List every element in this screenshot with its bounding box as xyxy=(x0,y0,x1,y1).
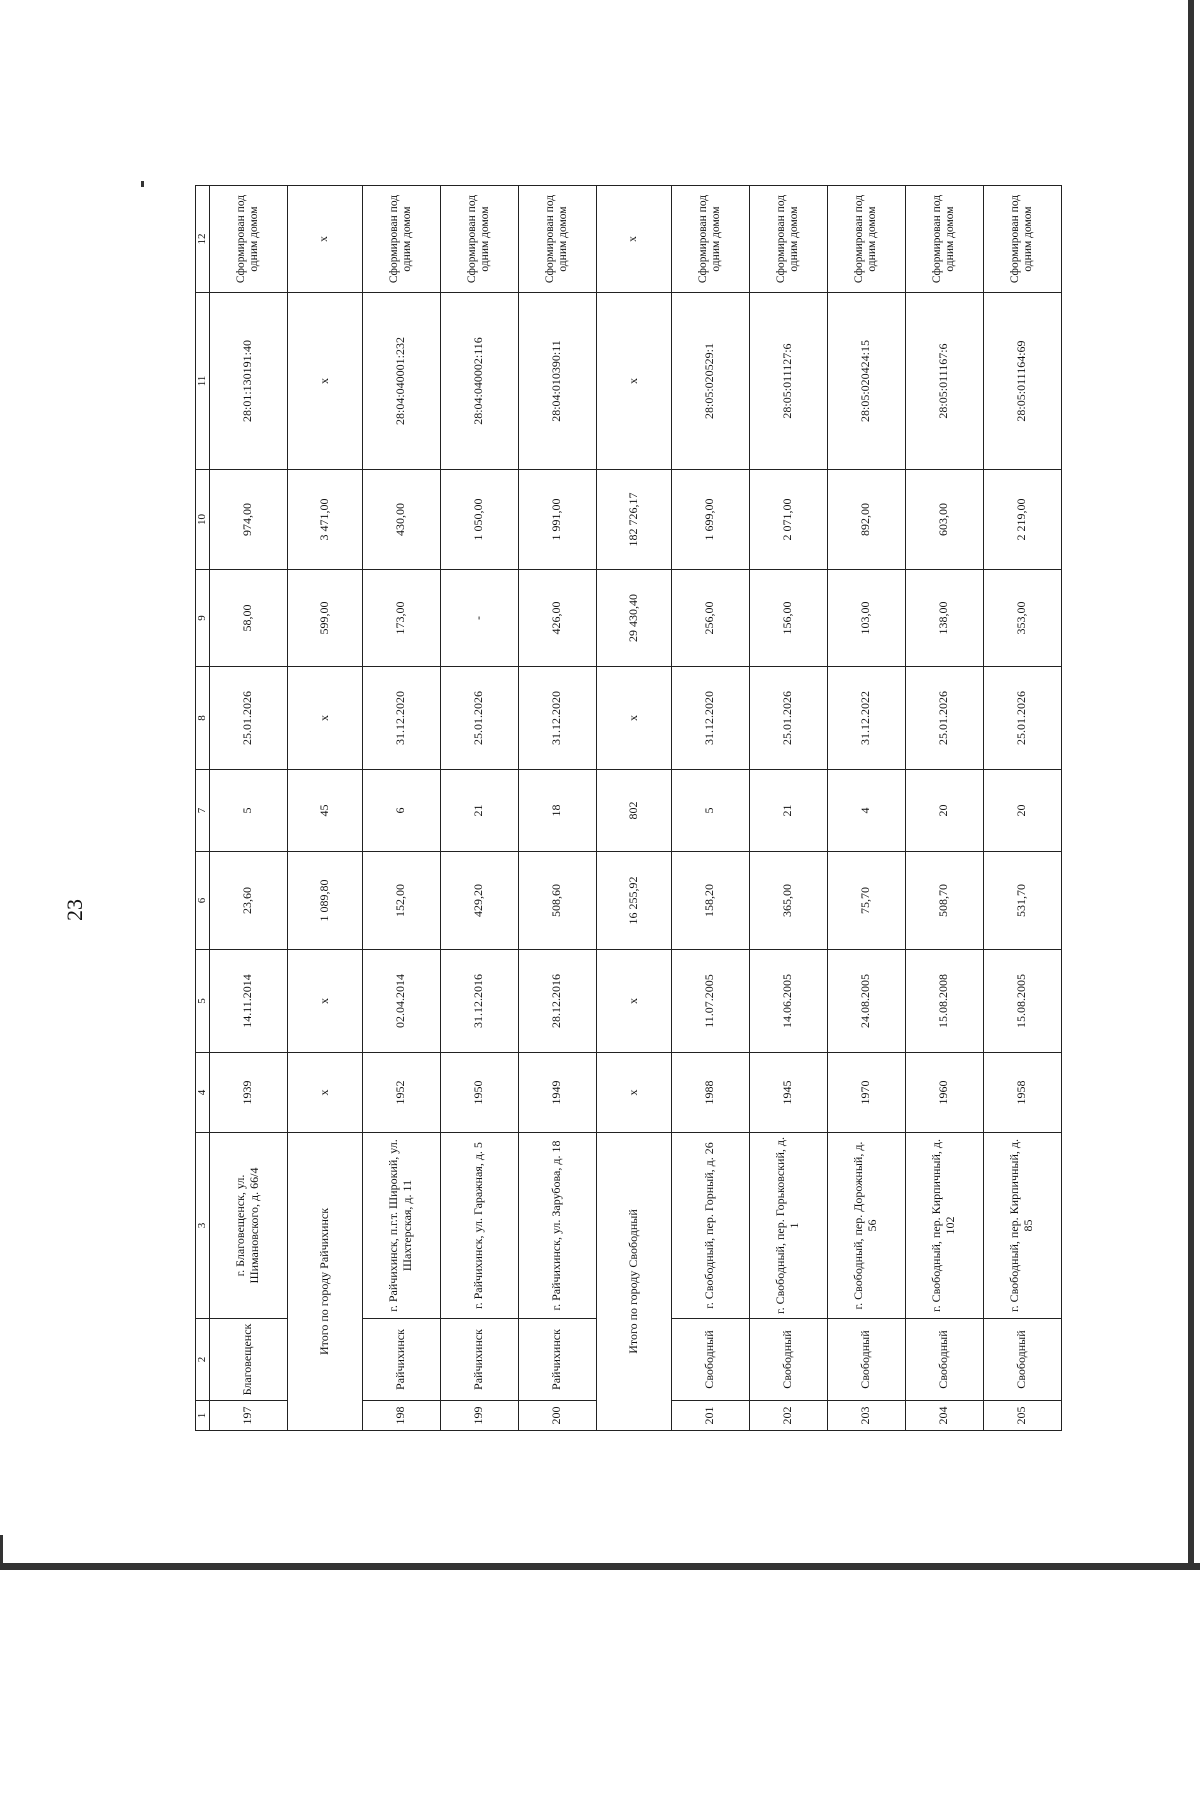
cell-col-8: 25.01.2026 xyxy=(905,667,983,770)
table-row xyxy=(905,186,983,1431)
cell-col-5: x xyxy=(287,950,362,1053)
city-cell: Свободный xyxy=(749,1319,827,1401)
cell-col-10: 974,00 xyxy=(209,470,287,570)
cell-col-8: x xyxy=(596,667,671,770)
subtotal-row xyxy=(287,186,362,1431)
city-cell: Благовещенск xyxy=(209,1319,287,1401)
page-number: 23 xyxy=(62,899,87,921)
column-number-row xyxy=(196,186,210,1431)
cell-col-10: 892,00 xyxy=(827,470,905,570)
col-header-10: 10 xyxy=(196,470,210,570)
cell-col-11: 28:05:011167:6 xyxy=(905,293,983,470)
cell-col-10: 430,00 xyxy=(362,470,440,570)
cell-col-8: 25.01.2026 xyxy=(983,667,1061,770)
cell-col-12: Сформирован под одним домом xyxy=(983,186,1061,293)
address-cell: г. Райчихинск, п.г.т. Широкий, ул. Шахтерская, д. 11 xyxy=(362,1133,440,1319)
cell-col-8: 25.01.2026 xyxy=(749,667,827,770)
housing-table xyxy=(195,185,1062,1431)
cell-col-10: 2 219,00 xyxy=(983,470,1061,570)
row-number: 205 xyxy=(983,1401,1061,1431)
table-row xyxy=(671,186,749,1431)
col-header-2: 2 xyxy=(196,1319,210,1401)
cell-col-11: 28:04:040002:116 xyxy=(440,293,518,470)
cell-col-5: 14.11.2014 xyxy=(209,950,287,1053)
city-cell: Свободный xyxy=(983,1319,1061,1401)
address-cell: г. Свободный, пер. Горьковский, д. 1 xyxy=(749,1133,827,1319)
row-number: 202 xyxy=(749,1401,827,1431)
cell-col-11: 28:05:011164:69 xyxy=(983,293,1061,470)
subtotal-row xyxy=(596,186,671,1431)
cell-col-4: 1939 xyxy=(209,1053,287,1133)
cell-col-8: 25.01.2026 xyxy=(440,667,518,770)
cell-col-6: 23,60 xyxy=(209,852,287,950)
cell-col-9: 138,00 xyxy=(905,570,983,667)
cell-col-7: 5 xyxy=(671,770,749,852)
row-number: 198 xyxy=(362,1401,440,1431)
table-container xyxy=(195,185,1062,1431)
cell-col-9: 29 430,40 xyxy=(596,570,671,667)
table-row xyxy=(518,186,596,1431)
table-row xyxy=(362,186,440,1431)
cell-col-9: 103,00 xyxy=(827,570,905,667)
address-cell: г. Райчихинск, ул. Зарубова, д. 18 xyxy=(518,1133,596,1319)
cell-col-11: 28:05:020529:1 xyxy=(671,293,749,470)
cell-col-12: Сформирован под одним домом xyxy=(749,186,827,293)
cell-col-6: 508,70 xyxy=(905,852,983,950)
cell-col-11: x xyxy=(596,293,671,470)
cell-col-7: 45 xyxy=(287,770,362,852)
cell-col-4: 1970 xyxy=(827,1053,905,1133)
city-cell: Райчихинск xyxy=(518,1319,596,1401)
cell-col-4: 1945 xyxy=(749,1053,827,1133)
cell-col-5: 28.12.2016 xyxy=(518,950,596,1053)
cell-col-12: Сформирован под одним домом xyxy=(905,186,983,293)
cell-col-6: 531,70 xyxy=(983,852,1061,950)
row-number: 197 xyxy=(209,1401,287,1431)
cell-col-5: 15.08.2008 xyxy=(905,950,983,1053)
col-header-9: 9 xyxy=(196,570,210,667)
table-row xyxy=(209,186,287,1431)
cell-col-9: 58,00 xyxy=(209,570,287,667)
address-cell: г. Благовещенск, ул. Шимановского, д. 66/4 xyxy=(209,1133,287,1319)
col-header-5: 5 xyxy=(196,950,210,1053)
cell-col-7: 5 xyxy=(209,770,287,852)
cell-col-10: 1 050,00 xyxy=(440,470,518,570)
row-number: 199 xyxy=(440,1401,518,1431)
cell-col-6: 1 089,80 xyxy=(287,852,362,950)
cell-col-12: Сформирован под одним домом xyxy=(362,186,440,293)
cell-col-8: 25.01.2026 xyxy=(209,667,287,770)
cell-col-4: 1952 xyxy=(362,1053,440,1133)
col-header-7: 7 xyxy=(196,770,210,852)
cell-col-4: x xyxy=(287,1053,362,1133)
cell-col-7: 18 xyxy=(518,770,596,852)
subtotal-label: Итого по городу Райчихинск xyxy=(287,1133,362,1431)
cell-col-9: 173,00 xyxy=(362,570,440,667)
cell-col-12: Сформирован под одним домом xyxy=(671,186,749,293)
cell-col-12: x xyxy=(287,186,362,293)
cell-col-11: 28:04:040001:232 xyxy=(362,293,440,470)
col-header-6: 6 xyxy=(196,852,210,950)
cell-col-7: 20 xyxy=(905,770,983,852)
table-row xyxy=(440,186,518,1431)
cell-col-12: Сформирован под одним домом xyxy=(827,186,905,293)
cell-col-9: 156,00 xyxy=(749,570,827,667)
cell-col-12: Сформирован под одним домом xyxy=(209,186,287,293)
cell-col-10: 603,00 xyxy=(905,470,983,570)
row-number: 201 xyxy=(671,1401,749,1431)
address-cell: г. Свободный, пер. Кирпичный, д. 85 xyxy=(983,1133,1061,1319)
cell-col-5: 11.07.2005 xyxy=(671,950,749,1053)
cell-col-8: 31.12.2020 xyxy=(362,667,440,770)
cell-col-6: 365,00 xyxy=(749,852,827,950)
cell-col-12: Сформирован под одним домом xyxy=(440,186,518,293)
cell-col-12: Сформирован под одним домом xyxy=(518,186,596,293)
cell-col-6: 75,70 xyxy=(827,852,905,950)
col-header-4: 4 xyxy=(196,1053,210,1133)
cell-col-6: 152,00 xyxy=(362,852,440,950)
scan-edge-right xyxy=(1188,0,1194,1570)
address-cell: г. Свободный, пер. Кирпичный, д. 102 xyxy=(905,1133,983,1319)
cell-col-9: 256,00 xyxy=(671,570,749,667)
subtotal-label: Итого по городу Свободный xyxy=(596,1133,671,1431)
city-cell: Свободный xyxy=(905,1319,983,1401)
cell-col-7: 4 xyxy=(827,770,905,852)
cell-col-11: 28:05:011127:6 xyxy=(749,293,827,470)
row-number: 200 xyxy=(518,1401,596,1431)
cell-col-4: x xyxy=(596,1053,671,1133)
cell-col-5: 24.08.2005 xyxy=(827,950,905,1053)
cell-col-10: 1 699,00 xyxy=(671,470,749,570)
cell-col-5: 14.06.2005 xyxy=(749,950,827,1053)
col-header-1: 1 xyxy=(196,1401,210,1431)
cell-col-5: x xyxy=(596,950,671,1053)
cell-col-11: 28:01:130191:40 xyxy=(209,293,287,470)
col-header-3: 3 xyxy=(196,1133,210,1319)
cell-col-8: x xyxy=(287,667,362,770)
address-cell: г. Свободный, пер. Горный, д. 26 xyxy=(671,1133,749,1319)
cell-col-6: 508,60 xyxy=(518,852,596,950)
cell-col-11: x xyxy=(287,293,362,470)
col-header-8: 8 xyxy=(196,667,210,770)
col-header-12: 12 xyxy=(196,186,210,293)
cell-col-9: 353,00 xyxy=(983,570,1061,667)
address-cell: г. Райчихинск, ул. Гаражная, д. 5 xyxy=(440,1133,518,1319)
cell-col-9: 426,00 xyxy=(518,570,596,667)
cell-col-7: 6 xyxy=(362,770,440,852)
cell-col-4: 1958 xyxy=(983,1053,1061,1133)
cell-col-10: 1 991,00 xyxy=(518,470,596,570)
cell-col-9: 599,00 xyxy=(287,570,362,667)
cell-col-6: 429,20 xyxy=(440,852,518,950)
table-row xyxy=(827,186,905,1431)
cell-col-5: 02.04.2014 xyxy=(362,950,440,1053)
city-cell: Свободный xyxy=(827,1319,905,1401)
cell-col-11: 28:05:020424:15 xyxy=(827,293,905,470)
city-cell: Райчихинск xyxy=(362,1319,440,1401)
cell-col-12: x xyxy=(596,186,671,293)
address-cell: г. Свободный, пер. Дорожный, д. 56 xyxy=(827,1133,905,1319)
blank-area xyxy=(0,1570,1200,1818)
cell-col-4: 1950 xyxy=(440,1053,518,1133)
scan-edge-bottom xyxy=(0,1563,1200,1570)
cell-col-6: 158,20 xyxy=(671,852,749,950)
table-row xyxy=(749,186,827,1431)
cell-col-11: 28:04:010390:11 xyxy=(518,293,596,470)
cell-col-4: 1960 xyxy=(905,1053,983,1133)
cell-col-7: 21 xyxy=(440,770,518,852)
cell-col-7: 802 xyxy=(596,770,671,852)
scan-speck xyxy=(141,181,144,187)
cell-col-10: 2 071,00 xyxy=(749,470,827,570)
city-cell: Свободный xyxy=(671,1319,749,1401)
city-cell: Райчихинск xyxy=(440,1319,518,1401)
cell-col-7: 20 xyxy=(983,770,1061,852)
table-row xyxy=(983,186,1061,1431)
cell-col-8: 31.12.2022 xyxy=(827,667,905,770)
scan-mark xyxy=(0,1535,3,1565)
cell-col-8: 31.12.2020 xyxy=(518,667,596,770)
cell-col-6: 16 255,92 xyxy=(596,852,671,950)
cell-col-8: 31.12.2020 xyxy=(671,667,749,770)
cell-col-4: 1988 xyxy=(671,1053,749,1133)
row-number: 203 xyxy=(827,1401,905,1431)
cell-col-4: 1949 xyxy=(518,1053,596,1133)
row-number: 204 xyxy=(905,1401,983,1431)
cell-col-10: 3 471,00 xyxy=(287,470,362,570)
cell-col-9: - xyxy=(440,570,518,667)
cell-col-5: 15.08.2005 xyxy=(983,950,1061,1053)
col-header-11: 11 xyxy=(196,293,210,470)
cell-col-7: 21 xyxy=(749,770,827,852)
cell-col-10: 182 726,17 xyxy=(596,470,671,570)
cell-col-5: 31.12.2016 xyxy=(440,950,518,1053)
